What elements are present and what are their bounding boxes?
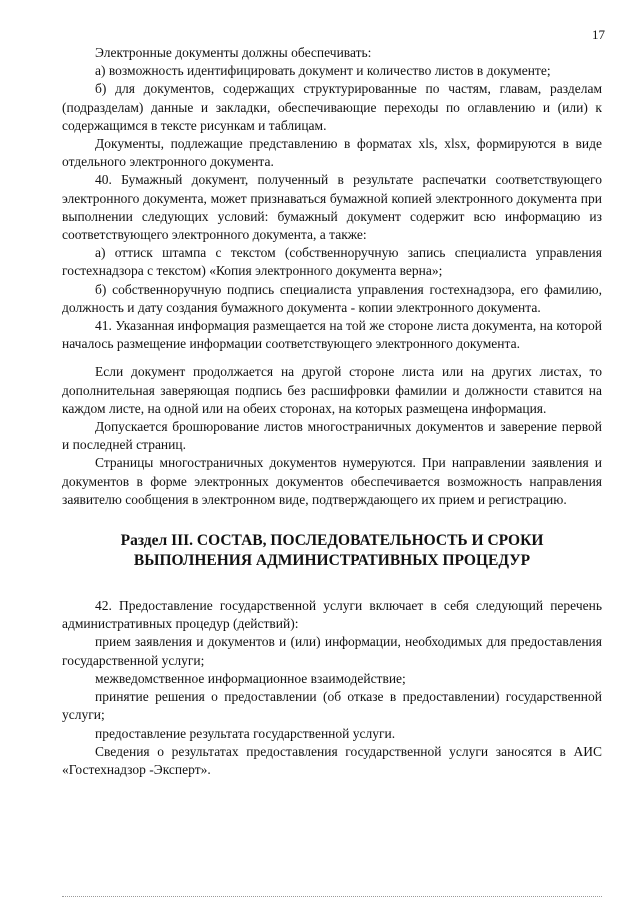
paragraph-item-a-identify: а) возможность идентифицировать документ и количество листов в документе; [95,63,551,79]
procedure-item-reception: прием заявления и документов и (или) информации, необходимых для предоставления государственной услуги; [62,634,602,668]
section-heading [62,531,602,571]
procedure-item-interagency: межведомственное информационное взаимодействие; [95,670,406,686]
paragraph-clause-40: 40. Бумажный документ, полученный в результате распечатки соответствующего электронного документа, может признаваться бумажной копией электронного документа при выполнении следующих условий: бумажный документ содержит всю информацию из соответствующего электронного документа, а также: [62,172,602,243]
paragraph-page-numbering: Страницы многостраничных документов нумеруются. При направлении заявления и документов в форме электронных документов обеспечивается возможность направления заявителю сообщения в электронном виде, подтверждающего их прием и регистрацию. [62,455,602,507]
paragraph-binding: Допускается брошюрование листов многостраничных документов и заверение первой и последней страниц. [62,419,602,453]
footer-divider [62,896,602,897]
paragraph-electronic-docs-intro: Электронные документы должны обеспечивать: [95,45,372,60]
procedure-item-result: предоставление результата государственной услуги. [95,725,396,741]
document-body [62,44,602,779]
paragraph-clause-40-item-a: а) оттиск штампа с текстом (собственноручную запись специалиста управления гостехнадзора с текстом) «Копия электронного документа верна»; [62,245,602,279]
paragraph-clause-40-item-b: б) собственноручную подпись специалиста управления гостехнадзора, его фамилию, должность и дату создания бумажного документа - копии электронного документа. [62,281,602,315]
page-number: 17 [592,27,605,42]
section-heading-line-2: ВЫПОЛНЕНИЯ АДМИНИСТРАТИВНЫХ ПРОЦЕДУР [133,552,531,570]
procedure-item-decision: принятие решения о предоставлении (об отказе в предоставлении) государственной услуги; [62,689,602,723]
paragraph-ais-records: Сведения о результатах предоставления государственной услуги заносятся в АИС «Гостехнадзор -Эксперт». [62,743,602,777]
paragraph-clause-41: 41. Указанная информация размещается на той же стороне листа документа, на которой началось размещение информации соответствующего электронного документа. [62,318,602,352]
paragraph-item-b-structured: б) для документов, содержащих структурированные по частям, главам, разделам (подразделам) данные и закладки, обеспечивающие переходы по оглавлению и (или) к содержащимся в тексте рисункам и таблицам. [62,81,602,133]
paragraph-continued-pages: Если документ продолжается на другой стороне листа или на других листах, то дополнительная заверяющая подпись без расшифровки фамилии и должности ставится на каждом листе, на одной или на обеих сторонах, на которых размещена информация. [62,364,602,416]
paragraph-xls-formats: Документы, подлежащие представлению в форматах xls, xlsx, формируются в виде отдельного электронного документа. [62,136,602,170]
paragraph-clause-42: 42. Предоставление государственной услуги включает в себя следующий перечень административных процедур (действий): [62,598,602,632]
section-heading-line-1: Раздел III. СОСТАВ, ПОСЛЕДОВАТЕЛЬНОСТЬ И СРОКИ [120,532,544,550]
